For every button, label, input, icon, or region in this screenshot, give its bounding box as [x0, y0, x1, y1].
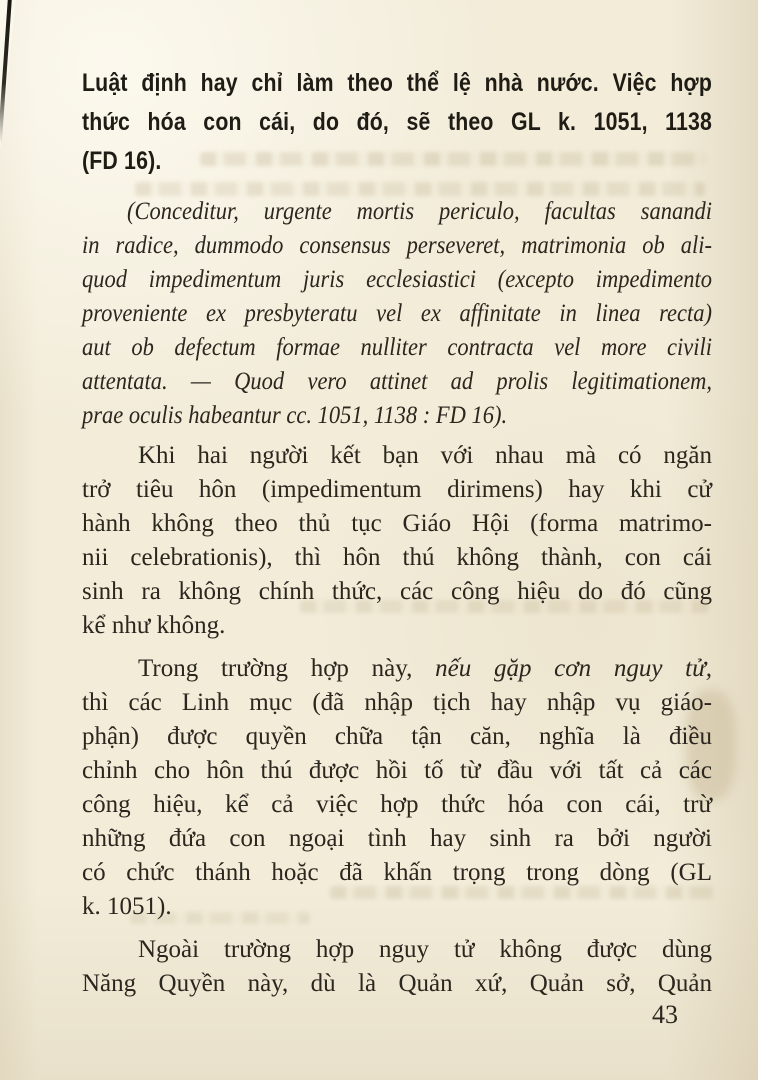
text-run: quod impedimentum juris ecclesiastici (excepto impedimento: [82, 266, 712, 293]
body-paragraph-3: [82, 933, 712, 1001]
text-run: proveniente ex presbyteratu vel ex affinitate in linea recta): [82, 300, 712, 327]
text-run: attentata. — Quod vero attinet ad prolis legitimationem,: [82, 368, 712, 395]
heading-paragraph: [82, 64, 712, 181]
text-run: Khi hai người kết bạn với nhau mà có ngăn: [138, 442, 712, 469]
text-line: [82, 195, 712, 229]
body-paragraph-1: [82, 439, 712, 643]
text-line: [82, 399, 712, 433]
text-line: [82, 507, 712, 541]
text-run: thì các Linh mục (đã nhập tịch hay nhập vụ giáo-: [82, 689, 712, 716]
text-line: [82, 473, 712, 507]
text-line: [82, 541, 712, 575]
text-run: những đứa con ngoại tình hay sinh ra bởi người: [82, 825, 712, 852]
text-run: Ngoài trường hợp nguy tử không được dùng: [138, 936, 712, 963]
latin-quote-paragraph: [82, 195, 712, 433]
text-run: trở tiêu hôn (impedimentum dirimens) hay khi cử: [82, 476, 712, 503]
body-paragraph-2: [82, 652, 712, 924]
text-line: [82, 890, 712, 924]
text-line: [82, 229, 712, 263]
page-content: [82, 0, 712, 1001]
text-run: công hiệu, kể cả việc hợp thức hóa con cái, trừ: [82, 791, 712, 818]
text-line: [82, 103, 712, 142]
text-run: Trong trường hợp này,: [138, 655, 436, 682]
text-line: [82, 575, 712, 609]
text-line: [82, 720, 712, 754]
text-line: [82, 439, 712, 473]
text-run: Năng Quyền này, dù là Quản xứ, Quản sở, Quản: [82, 970, 712, 997]
text-line: [82, 967, 712, 1001]
text-run: nii celebrationis), thì hôn thú không thành, con cái: [82, 544, 712, 571]
text-line: [82, 652, 712, 686]
text-line: [82, 609, 712, 643]
text-line: [82, 686, 712, 720]
text-line: [82, 856, 712, 890]
text-run: sinh ra không chính thức, các công hiệu do đó cũng: [82, 578, 712, 605]
text-line: [82, 263, 712, 297]
text-run: in radice, dummodo consensus perseveret, matrimonia ob ali-: [82, 232, 712, 259]
text-run: chỉnh cho hôn thú được hồi tố từ đầu với tất cả các: [82, 757, 712, 784]
text-run: Luật định hay chỉ làm theo thể lệ nhà nước. Việc hợp: [82, 69, 713, 97]
text-run: (Conceditur, urgente mortis periculo, facultas sanandi: [127, 198, 712, 225]
text-line: [82, 822, 712, 856]
text-run: aut ob defectum formae nulliter contracta vel more civili: [82, 334, 712, 361]
text-run: kể như không.: [82, 612, 226, 639]
text-line: [82, 365, 712, 399]
text-line: [82, 297, 712, 331]
text-run: (FD 16).: [82, 147, 162, 175]
text-line: [82, 142, 712, 181]
text-line: [82, 64, 712, 103]
page-number: 43: [652, 1000, 678, 1029]
text-line: [82, 788, 712, 822]
text-run: thức hóa con cái, do đó, sẽ theo GL k. 1051, 1138: [82, 108, 713, 136]
text-run: có chức thánh hoặc đã khấn trọng trong dòng (GL: [82, 859, 712, 886]
text-run: hành không theo thủ tục Giáo Hội (forma matrimo-: [82, 510, 712, 537]
text-run: k. 1051).: [82, 893, 172, 920]
text-run: nếu gặp cơn nguy tử,: [435, 655, 713, 682]
text-line: [82, 754, 712, 788]
text-run: prae oculis habeantur cc. 1051, 1138 : FD 16).: [82, 402, 508, 429]
text-run: phận) được quyền chữa tận căn, nghĩa là điều: [82, 723, 712, 750]
text-line: [82, 933, 712, 967]
text-line: [82, 331, 712, 365]
